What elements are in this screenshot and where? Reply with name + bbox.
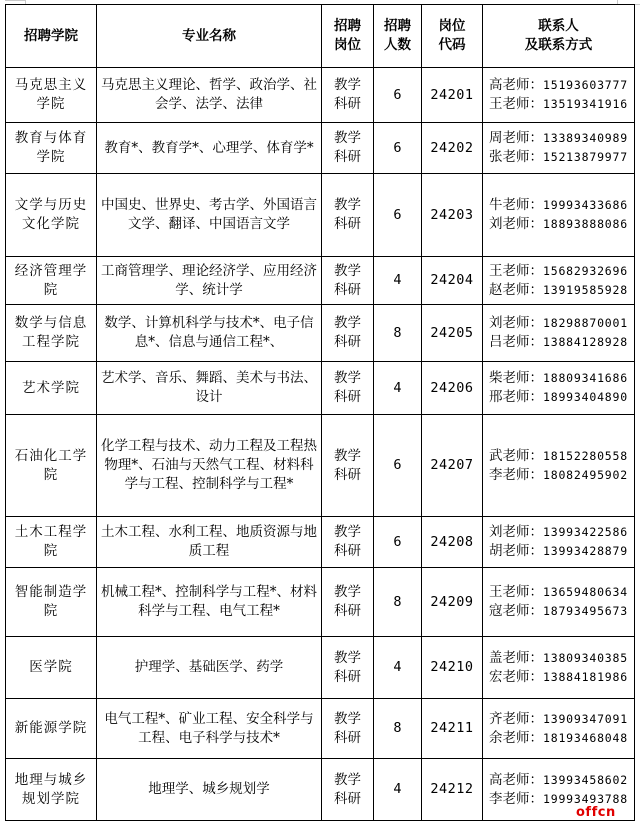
header-post (322, 5, 374, 68)
major-cell: 中国史、世界史、考古学、外国语言文学、翻译、中国语言文学 (97, 174, 322, 257)
table-row (6, 568, 635, 637)
post-cell: 教学科研 (322, 568, 374, 637)
college-cell: 医学院 (6, 637, 97, 699)
table-header-row (6, 5, 635, 68)
contact-phone: 18152280558 (543, 448, 628, 463)
contact-name: 刘老师： (489, 216, 544, 232)
contact-phone: 18993404890 (543, 390, 628, 404)
contact-line (486, 710, 631, 729)
contact-phone: 13993422586 (543, 525, 628, 539)
code-cell: 24210 (422, 637, 483, 699)
college-cell: 智能制造学院 (6, 568, 97, 637)
contact-name: 刘老师： (489, 524, 544, 540)
contact-cell (483, 305, 635, 362)
count-cell: 4 (374, 362, 422, 415)
table-row (6, 68, 635, 123)
contact-name: 高老师： (489, 77, 544, 93)
count-cell: 6 (374, 123, 422, 174)
header-count-line2: 人数 (384, 37, 411, 53)
contact-phone: 13884128928 (543, 335, 628, 349)
college-cell: 经济管理学院 (6, 257, 97, 305)
table-row (6, 637, 635, 699)
contact-line (486, 369, 631, 388)
header-contact (483, 5, 635, 68)
header-code (422, 5, 483, 68)
contact-cell (483, 415, 635, 517)
contact-line (486, 129, 631, 148)
post-cell: 教学科研 (322, 123, 374, 174)
count-cell: 4 (374, 759, 422, 821)
contact-phone: 18082495902 (543, 467, 628, 482)
table-row (6, 362, 635, 415)
college-cell: 马克思主义学院 (6, 68, 97, 123)
contact-cell (483, 174, 635, 257)
contact-name: 赵老师： (489, 281, 544, 298)
contact-phone: 18893888086 (543, 217, 628, 231)
contact-name: 寇老师： (489, 603, 544, 619)
header-post-line1: 招聘 (334, 18, 361, 34)
table-row (6, 257, 635, 305)
contact-name: 高老师： (489, 771, 544, 788)
count-cell: 8 (374, 305, 422, 362)
contact-cell (483, 68, 635, 123)
contact-name: 柴老师： (489, 370, 544, 386)
contact-name: 刘老师： (489, 315, 544, 331)
contact-name: 齐老师： (489, 710, 544, 727)
post-cell: 教学科研 (322, 362, 374, 415)
code-cell: 24209 (422, 568, 483, 637)
table-row (6, 759, 635, 821)
contact-name: 王老师： (489, 262, 544, 279)
code-cell: 24207 (422, 415, 483, 517)
contact-line (486, 76, 631, 95)
count-cell: 6 (374, 68, 422, 123)
college-cell: 艺术学院 (6, 362, 97, 415)
post-cell: 教学科研 (322, 415, 374, 517)
major-cell: 土木工程、水利工程、地质资源与地质工程 (97, 517, 322, 568)
contact-phone: 18298870001 (543, 316, 628, 330)
major-cell: 机械工程*、控制科学与工程*、材料科学与工程、电气工程* (97, 568, 322, 637)
major-cell: 数学、计算机科学与技术*、电子信息*、信息与通信工程*、 (97, 305, 322, 362)
header-count (374, 5, 422, 68)
contact-line (486, 523, 631, 542)
code-cell: 24203 (422, 174, 483, 257)
contact-name: 胡老师： (489, 543, 544, 559)
college-cell: 地理与城乡规划学院 (6, 759, 97, 821)
contact-phone: 18793495673 (543, 604, 628, 618)
offcn-watermark: offcn (576, 805, 616, 820)
contact-line (486, 196, 631, 215)
table-row (6, 699, 635, 759)
count-cell: 4 (374, 257, 422, 305)
post-cell: 教学科研 (322, 305, 374, 362)
contact-name: 周老师： (489, 130, 544, 146)
contact-phone: 15682932696 (543, 263, 628, 278)
contact-line (486, 583, 631, 602)
contact-line (486, 668, 631, 687)
count-cell: 6 (374, 517, 422, 568)
code-cell: 24202 (422, 123, 483, 174)
contact-line (486, 388, 631, 407)
header-code-line1: 岗位 (438, 18, 466, 34)
contact-name: 王老师： (489, 96, 544, 112)
major-cell: 地理学、城乡规划学 (97, 759, 322, 821)
contact-phone: 13909347091 (543, 711, 628, 726)
contact-phone: 13993458602 (543, 772, 628, 787)
count-cell: 4 (374, 637, 422, 699)
post-cell: 教学科研 (322, 637, 374, 699)
college-cell: 新能源学院 (6, 699, 97, 759)
contact-phone: 13884181986 (543, 669, 628, 684)
header-post-line2: 岗位 (334, 37, 361, 53)
code-cell: 24211 (422, 699, 483, 759)
college-cell: 教育与体育学院 (6, 123, 97, 174)
contact-name: 王老师： (489, 584, 544, 600)
contact-name: 牛老师： (489, 197, 544, 213)
code-cell: 24212 (422, 759, 483, 821)
major-cell: 艺术学、音乐、舞蹈、美术与书法、设计 (97, 362, 322, 415)
contact-cell (483, 362, 635, 415)
recruitment-table (5, 4, 635, 821)
contact-line (486, 95, 631, 114)
contact-phone: 19993433686 (543, 198, 628, 212)
contact-name: 余老师： (489, 729, 544, 746)
contact-line (486, 602, 631, 621)
contact-phone: 13519341916 (543, 97, 628, 111)
contact-phone: 13389340989 (543, 131, 628, 145)
contact-phone: 18809341686 (543, 371, 628, 385)
major-cell: 电气工程*、矿业工程、安全科学与工程、电子科学与技术* (97, 699, 322, 759)
post-cell: 教学科研 (322, 699, 374, 759)
contact-cell (483, 568, 635, 637)
code-cell: 24201 (422, 68, 483, 123)
post-cell: 教学科研 (322, 517, 374, 568)
contact-line (486, 649, 631, 668)
code-cell: 24204 (422, 257, 483, 305)
major-cell: 教育*、教育学*、心理学、体育学* (97, 123, 322, 174)
contact-line (486, 771, 631, 790)
table-row (6, 174, 635, 257)
college-cell: 数学与信息工程学院 (6, 305, 97, 362)
contact-line (486, 148, 631, 167)
contact-line (486, 466, 631, 485)
header-major: 专业名称 (97, 5, 322, 68)
major-cell: 工商管理学、理论经济学、应用经济学、统计学 (97, 257, 322, 305)
contact-line (486, 729, 631, 748)
contact-phone: 19993493788 (543, 791, 628, 806)
contact-phone: 13919585928 (543, 282, 628, 297)
header-college: 招聘学院 (6, 5, 97, 68)
contact-line (486, 215, 631, 234)
contact-name: 武老师： (489, 447, 544, 464)
header-contact-line2: 及联系方式 (524, 37, 593, 53)
contact-phone: 13809340385 (543, 650, 628, 665)
contact-phone: 13659480634 (543, 585, 628, 599)
college-cell: 土木工程学院 (6, 517, 97, 568)
college-cell: 石油化工学院 (6, 415, 97, 517)
code-cell: 24208 (422, 517, 483, 568)
count-cell: 8 (374, 568, 422, 637)
code-cell: 24205 (422, 305, 483, 362)
post-cell: 教学科研 (322, 68, 374, 123)
table-row (6, 123, 635, 174)
contact-cell (483, 123, 635, 174)
header-count-line1: 招聘 (384, 18, 411, 34)
count-cell: 6 (374, 174, 422, 257)
college-cell: 文学与历史文化学院 (6, 174, 97, 257)
contact-phone: 13993428879 (543, 544, 628, 558)
contact-name: 李老师： (489, 790, 544, 807)
header-contact-line1: 联系人 (538, 18, 579, 34)
major-cell: 护理学、基础医学、药学 (97, 637, 322, 699)
contact-line (486, 314, 631, 333)
code-cell: 24206 (422, 362, 483, 415)
contact-line (486, 542, 631, 561)
contact-phone: 18193468048 (543, 730, 628, 745)
contact-cell (483, 699, 635, 759)
contact-cell (483, 517, 635, 568)
contact-line (486, 333, 631, 352)
contact-line (486, 281, 631, 300)
contact-cell (483, 637, 635, 699)
table-row (6, 415, 635, 517)
contact-name: 宏老师： (489, 668, 544, 685)
contact-name: 吕老师： (489, 334, 544, 350)
major-cell: 化学工程与技术、动力工程及工程热物理*、石油与天然气工程、材料科学与工程、控制科学与工程* (97, 415, 322, 517)
contact-line (486, 262, 631, 281)
count-cell: 8 (374, 699, 422, 759)
header-code-line2: 代码 (438, 37, 466, 53)
table-row (6, 305, 635, 362)
post-cell: 教学科研 (322, 174, 374, 257)
contact-name: 张老师： (489, 149, 544, 165)
page-corner-mark-left (5, 0, 26, 1)
post-cell: 教学科研 (322, 759, 374, 821)
contact-phone: 15193603777 (543, 78, 628, 92)
table-row (6, 517, 635, 568)
contact-name: 邢老师： (489, 389, 544, 405)
contact-cell (483, 257, 635, 305)
count-cell: 6 (374, 415, 422, 517)
contact-name: 李老师： (489, 466, 544, 483)
post-cell: 教学科研 (322, 257, 374, 305)
contact-line (486, 447, 631, 466)
major-cell: 马克思主义理论、哲学、政治学、社会学、法学、法律 (97, 68, 322, 123)
contact-phone: 15213879977 (543, 150, 628, 164)
contact-name: 盖老师： (489, 649, 544, 666)
